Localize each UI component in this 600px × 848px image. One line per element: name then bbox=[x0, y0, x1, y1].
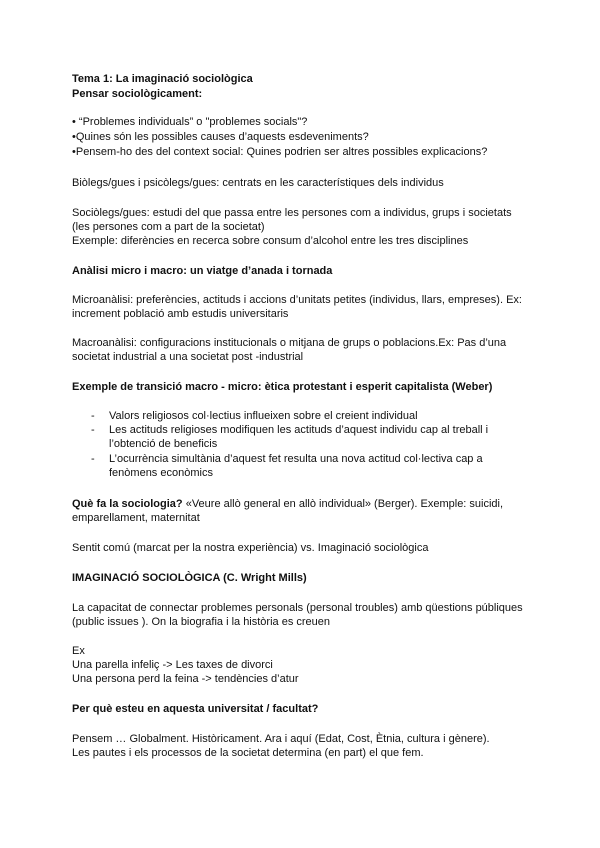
weber-item-2b: l’obtenció de beneficis bbox=[109, 438, 218, 450]
sociolegs-line-3: Exemple: diferències en recerca sobre consum d’alcohol entre les tres disciplines bbox=[72, 235, 469, 247]
weber-item-3b: fenòmens econòmics bbox=[109, 467, 213, 479]
list-dash: - bbox=[91, 410, 95, 422]
micro-line-1: Microanàlisi: preferències, actituds i accions d’unitats petites (individus, llars, empreses). Ex: bbox=[72, 294, 522, 306]
bullet-1: • “Problemes individuals” o "problemes socials"? bbox=[72, 116, 308, 128]
ex-line-2: Una persona perd la feina -> tendències d’atur bbox=[72, 673, 299, 685]
que-fa-bold: Què fa la sociologia? bbox=[72, 498, 183, 510]
que-fa-rest: «Veure allò general en allò individual» (Berger). Exemple: suicidi, bbox=[182, 498, 504, 510]
capacitat-line-2: (public issues ). On la biografia i la història es creuen bbox=[72, 616, 331, 628]
ex-line-1: Una parella infeliç -> Les taxes de divorci bbox=[72, 659, 273, 671]
sentit-comu: Sentit comú (marcat per la nostra experiència) vs. Imaginació sociològica bbox=[72, 542, 429, 554]
que-fa-line-1 bbox=[72, 497, 503, 511]
weber-item-1: Valors religiosos col·lectius influeixen sobre el creient individual bbox=[109, 410, 418, 422]
doc-title: Tema 1: La imaginació sociològica bbox=[72, 73, 253, 85]
ex-label: Ex bbox=[72, 645, 85, 657]
sociolegs-line-2: (les persones com a part de la societat) bbox=[72, 221, 265, 233]
weber-item-2a: Les actituds religioses modifiquen les actituds d’aquest individu cap al treball i bbox=[109, 424, 489, 436]
list-dash: - bbox=[91, 424, 95, 436]
bullet-3: •Pensem-ho des del context social: Quines podrien ser altres possibles explicacions? bbox=[72, 146, 488, 158]
pensem-line-2: Les pautes i els processos de la societat determina (en part) el que fem. bbox=[72, 747, 424, 759]
imaginacio-heading: IMAGINACIÓ SOCIOLÒGICA (C. Wright Mills) bbox=[72, 572, 307, 584]
pensem-line-1: Pensem … Globalment. Històricament. Ara i aquí (Edat, Cost, Ètnia, cultura i gènere). bbox=[72, 733, 490, 745]
doc-subtitle: Pensar sociològicament: bbox=[72, 88, 203, 100]
weber-heading: Exemple de transició macro - micro: ètica protestant i esperit capitalista (Weber) bbox=[72, 381, 493, 393]
weber-item-3a: L’ocurrència simultània d’aquest fet resulta una nova actitud col·lectiva cap a bbox=[109, 453, 483, 465]
per-que-heading: Per què esteu en aquesta universitat / facultat? bbox=[72, 703, 319, 715]
micro-line-2: increment població amb estudis universitaris bbox=[72, 308, 289, 320]
macro-line-1: Macroanàlisi: configuracions institucionals o mitjana de grups o poblacions.Ex: Pas d’una bbox=[72, 337, 507, 349]
sociolegs-line-1: Sociòlegs/gues: estudi del que passa entre les persones com a individus, grups i societats bbox=[72, 207, 512, 219]
que-fa-line-2: emparellament, maternitat bbox=[72, 512, 200, 524]
micro-macro-heading: Anàlisi micro i macro: un viatge d’anada i tornada bbox=[72, 265, 333, 277]
macro-line-2: societat industrial a una societat post -industrial bbox=[72, 351, 304, 363]
capacitat-line-1: La capacitat de connectar problemes personals (personal troubles) amb qüestions públiques bbox=[72, 602, 523, 614]
bullet-2: •Quines són les possibles causes d’aquests esdeveniments? bbox=[72, 131, 369, 143]
list-dash: - bbox=[91, 453, 95, 465]
biolegs-paragraph: Biòlegs/gues i psicòlegs/gues: centrats en les característiques dels individus bbox=[72, 177, 444, 189]
